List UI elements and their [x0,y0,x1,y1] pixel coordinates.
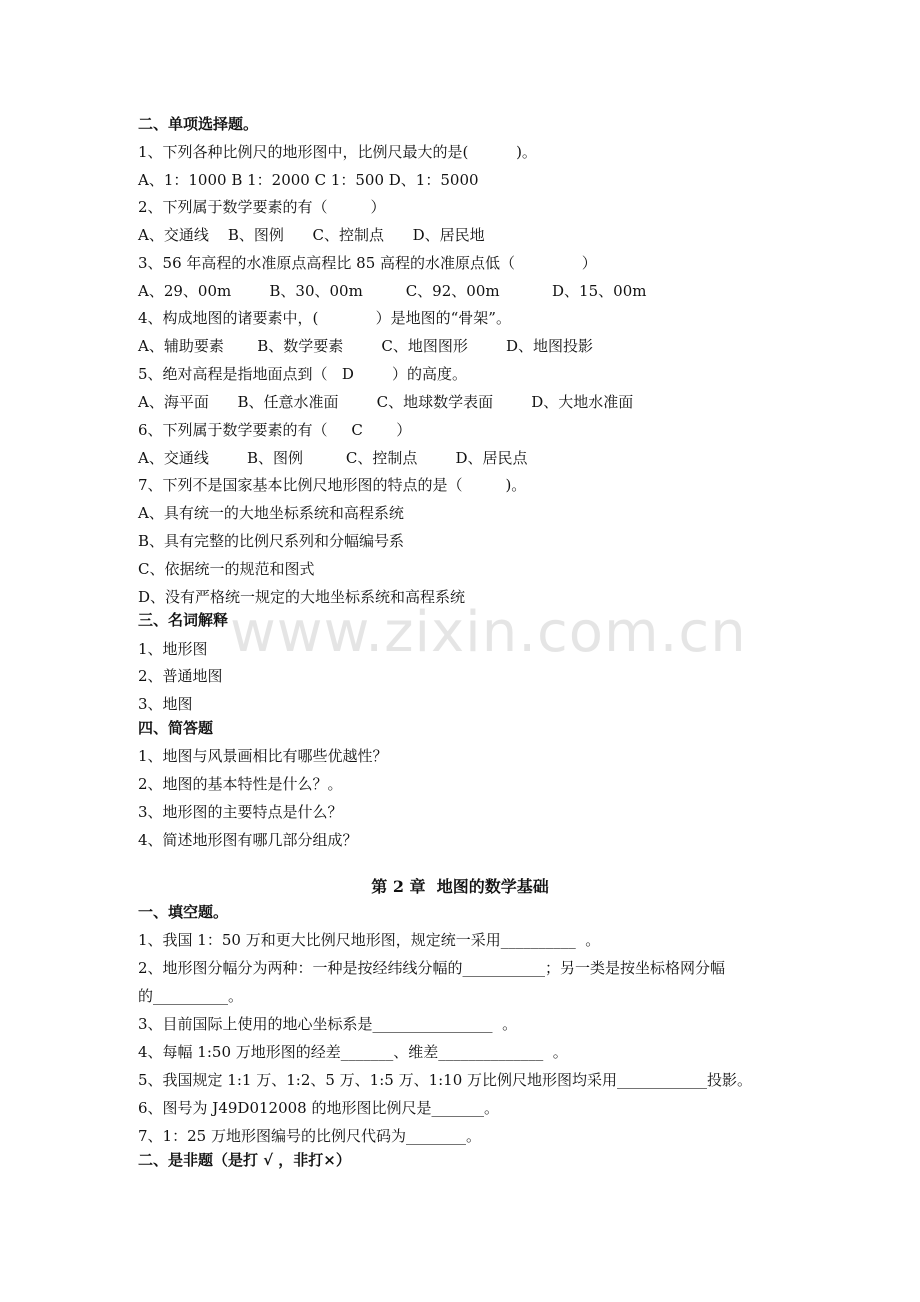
option-line: A、29、00m B、30、00m C、92、00m D、15、00m [138,282,647,300]
option-line: A、交通线 B、图例 C、控制点 D、居民地 [138,226,485,244]
option-line: A、辅助要素 B、数学要素 C、地图图形 D、地图投影 [138,337,594,355]
question-line: 7、下列不是国家基本比例尺地形图的特点的是（ )。 [138,476,527,494]
section-heading-fill-blank: 一、填空题。 [138,903,229,921]
question-line: 5、我国规定 1:1 万、1:2、5 万、1:5 万、1:10 万比例尺地形图均采用____________投影。 [138,1071,753,1089]
question-line: 4、每幅 1:50 万地形图的经差_______、维差______________ 。 [138,1043,568,1061]
section-heading-terms: 三、名词解释 [138,611,229,629]
question-line: 3、地图 [138,695,193,713]
question-line: 1、下列各种比例尺的地形图中，比例尺最大的是( )。 [138,143,537,161]
question-line: 6、图号为 J49D012008 的地形图比例尺是_______。 [138,1099,499,1117]
question-line: 1、我国 1：50 万和更大比例尺地形图，规定统一采用__________ 。 [138,931,601,949]
option-line: B、具有完整的比例尺系列和分幅编号系 [138,532,405,550]
option-line: D、没有严格统一规定的大地坐标系统和高程系统 [138,588,466,606]
section-heading-single-choice: 二、单项选择题。 [138,115,259,133]
chapter-title: 第 2 章 地图的数学基础 [371,877,549,896]
question-line: 6、下列属于数学要素的有（ C ） [138,421,412,439]
question-line: 1、地形图 [138,640,208,658]
question-line: 2、普通地图 [138,667,223,685]
question-line: 4、构成地图的诸要素中，( ）是地图的“骨架”。 [138,309,511,327]
question-line: 3、目前国际上使用的地心坐标系是________________ 。 [138,1015,518,1033]
question-line: 2、地形图分幅分为两种：一种是按经纬线分幅的___________；另一类是按坐标格网分幅 [138,959,726,977]
question-line: 4、简述地形图有哪几部分组成？ [138,831,358,849]
option-line: A、1：1000 B 1：2000 C 1：500 D、1：5000 [138,171,479,189]
question-line: 7、1：25 万地形图编号的比例尺代码为________。 [138,1127,481,1145]
question-line: 3、56 年高程的水准原点高程比 85 高程的水准原点低（ ） [138,254,597,272]
option-line: C、依据统一的规范和图式 [138,560,315,578]
option-line: A、交通线 B、图例 C、控制点 D、居民点 [138,449,528,467]
section-heading-true-false: 二、是非题（是打 √ ，非打×） [138,1151,351,1169]
section-heading-short-answer: 四、简答题 [138,719,214,737]
question-line: 5、绝对高程是指地面点到（ D ）的高度。 [138,365,468,383]
watermark: www.zixin.com.cn [230,600,747,665]
question-line: 2、地图的基本特性是什么？。 [138,775,343,793]
question-line: 1、地图与风景画相比有哪些优越性？ [138,747,388,765]
option-line: A、海平面 B、任意水准面 C、地球数学表面 D、大地水准面 [138,393,634,411]
question-line: 2、下列属于数学要素的有（ ） [138,198,386,216]
option-line: A、具有统一的大地坐标系统和高程系统 [138,504,404,522]
question-line: 的__________。 [138,987,244,1005]
question-line: 3、地形图的主要特点是什么？ [138,803,343,821]
